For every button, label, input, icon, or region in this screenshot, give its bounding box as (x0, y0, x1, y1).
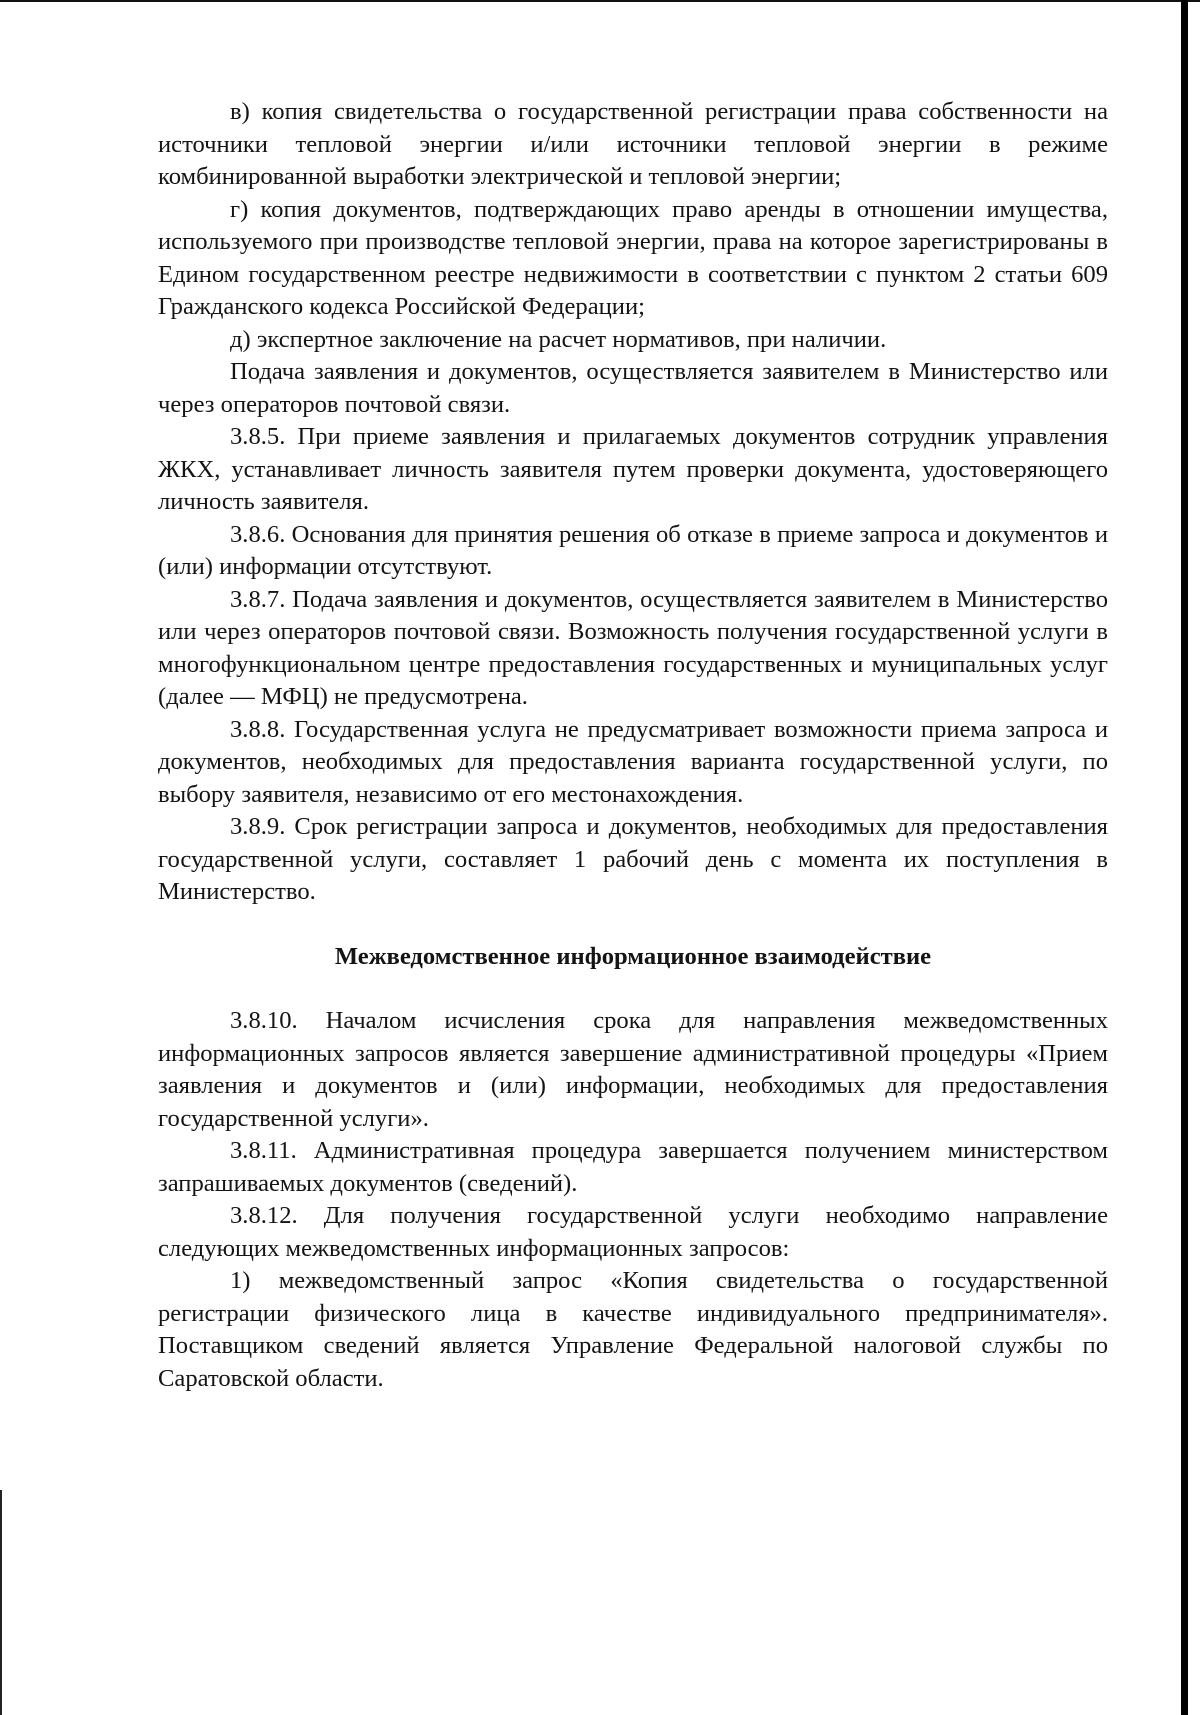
paragraph-3-8-10: 3.8.10. Началом исчисления срока для направления межведомственных информационных запросов является завершение административной процедуры «Прием заявления и документов и (или) информации, необходимых для предоставления государственной услуги». (158, 1007, 1108, 1132)
paragraph-3-8-8: 3.8.8. Государственная услуга не предусматривает возможности приема запроса и документов, необходимых для предоставления варианта государственной услуги, по выбору заявителя, независимо от его местонахождения. (158, 715, 1108, 808)
document-body (158, 96, 1108, 1395)
paragraph-item-v: в) копия свидетельства о государственной регистрации права собственности на источники тепловой энергии и/или источники тепловой энергии в режиме комбинированной выработки электрической и тепловой энергии; (158, 98, 1108, 190)
section-heading: Межведомственное информационное взаимодействие (334, 942, 932, 970)
paragraph-3-8-7: 3.8.7. Подача заявления и документов, осуществляется заявителем в Министерство или через операторов почтовой связи. Возможность получения государственной услуги в многофункциональном центре предоставления государственных и муниципальных услуг (далее — МФЦ) не предусмотрена. (158, 585, 1108, 710)
scan-edge-right (1181, 0, 1188, 1715)
scan-edge-top (0, 0, 1200, 2)
paragraph-submission: Подача заявления и документов, осуществляется заявителем в Министерство или через операторов почтовой связи. (158, 358, 1108, 418)
paragraph-3-8-5: 3.8.5. При приеме заявления и прилагаемых документов сотрудник управления ЖКХ, устанавливает личность заявителя путем проверки документа, удостоверяющего личность заявителя. (158, 423, 1108, 515)
paragraph-3-8-9: 3.8.9. Срок регистрации запроса и документов, необходимых для предоставления государственной услуги, составляет 1 рабочий день с момента их поступления в Министерство. (158, 813, 1108, 905)
paragraph-3-8-6: 3.8.6. Основания для принятия решения об отказе в приеме запроса и документов и (или) информации отсутствуют. (158, 520, 1108, 580)
paragraph-3-8-11: 3.8.11. Административная процедура завершается получением министерством запрашиваемых документов (сведений). (158, 1137, 1108, 1197)
paragraph-item-g: г) копия документов, подтверждающих право аренды в отношении имущества, используемого при производстве тепловой энергии, права на которое зарегистрированы в Едином государственном реестре недвижимости в соответствии с пунктом 2 статьи 609 Гражданского кодекса Российской Федерации; (158, 195, 1108, 320)
paragraph-request-1: 1) межведомственный запрос «Копия свидетельства о государственной регистрации физического лица в качестве индивидуального предпринимателя». Поставщиком сведений является Управление Федеральной налоговой службы по Саратовской области. (158, 1267, 1108, 1392)
paragraph-item-d: д) экспертное заключение на расчет нормативов, при наличии. (230, 325, 887, 353)
paragraph-3-8-12: 3.8.12. Для получения государственной услуги необходимо направление следующих межведомственных информационных запросов: (158, 1202, 1108, 1262)
scan-edge-left (0, 1490, 2, 1715)
